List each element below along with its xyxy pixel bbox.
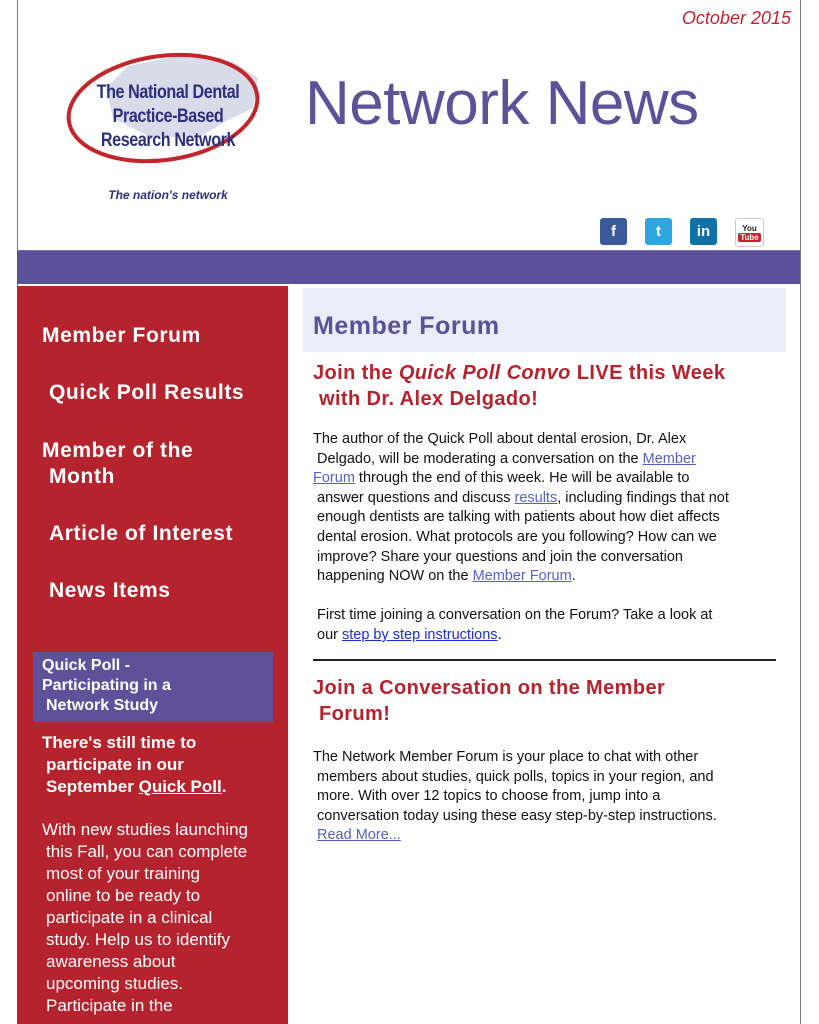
sidebar: [17, 286, 288, 1024]
nav-member-of-the-month[interactable]: Member of the Month: [42, 439, 194, 488]
nav-news-items[interactable]: News Items: [49, 579, 171, 602]
article-1-title: Join the Quick Poll Convo LIVE this Week with Dr. Alex Delgado!: [313, 362, 726, 410]
nav-member-forum[interactable]: Member Forum: [42, 324, 201, 347]
issue-date: October 2015: [681, 8, 791, 28]
page-frame-left: [0, 0, 18, 1024]
header-band: [17, 251, 800, 284]
nav-quick-poll-results[interactable]: Quick Poll Results: [49, 381, 245, 404]
quick-poll-heading: There's still time to participate in our September Quick Poll.: [42, 733, 227, 796]
quick-poll-box: Quick Poll - Participating in a Network Study: [33, 652, 273, 722]
quick-poll-body: With new studies launching this Fall, you can complete most of your training online to be ready to participate in a clinical study. Help us to identify awareness about upcoming studies. Participate in the: [42, 820, 249, 1015]
twitter-icon[interactable]: t: [645, 218, 672, 245]
logo-line-3: Research Network: [100, 130, 236, 151]
quick-poll-link[interactable]: Quick Poll: [138, 777, 222, 796]
social-links: [600, 218, 764, 247]
step-by-step-link[interactable]: step by step instructions: [342, 626, 498, 643]
read-more-link[interactable]: Read More...: [317, 827, 401, 844]
logo-line-2: Practice-Based: [112, 106, 224, 127]
member-forum-link-2[interactable]: Member Forum: [472, 568, 572, 585]
linkedin-icon[interactable]: in: [690, 218, 717, 245]
page-frame-right: [800, 0, 819, 1024]
member-forum-link-1a[interactable]: Member: [642, 450, 696, 467]
youtube-icon[interactable]: You Tube: [735, 218, 764, 247]
member-forum-link-1b[interactable]: Forum: [313, 470, 355, 487]
nav-article-of-interest[interactable]: Article of Interest: [49, 522, 234, 545]
results-link[interactable]: results: [514, 489, 558, 506]
newsletter-title: Network News: [305, 69, 699, 138]
section-header: [303, 288, 786, 352]
ndprn-logo: [58, 48, 278, 213]
facebook-icon[interactable]: f: [600, 218, 627, 245]
logo-tagline: The nation's network: [108, 188, 228, 202]
logo-line-1: The National Dental: [96, 82, 240, 103]
article-divider: [313, 659, 776, 661]
article-2-body: The Network Member Forum is your place to chat with other members about studies, quick polls, topics in your region, and more. With over 12 topics to choose from, jump into a conversation today using these easy step-by-step instructions. Read More...: [313, 749, 717, 844]
article-1-body: The author of the Quick Poll about dental erosion, Dr. Alex Delgado, will be moderating a conversation on the Member Forum through the end of this week. He will be available to answer questions and discuss results, including findings that not enough dentists are talking with patients about how diet affects dental erosion. What protocols are you following? How can we improve? Share your questions and join the conversation happening NOW on the Member Forum. First time joining a conversation on the Forum? Take a look at our step by step instructions.: [313, 431, 729, 643]
section-title: Member Forum: [313, 312, 500, 340]
article-2-title: Join a Conversation on the Member Forum!: [313, 677, 666, 725]
